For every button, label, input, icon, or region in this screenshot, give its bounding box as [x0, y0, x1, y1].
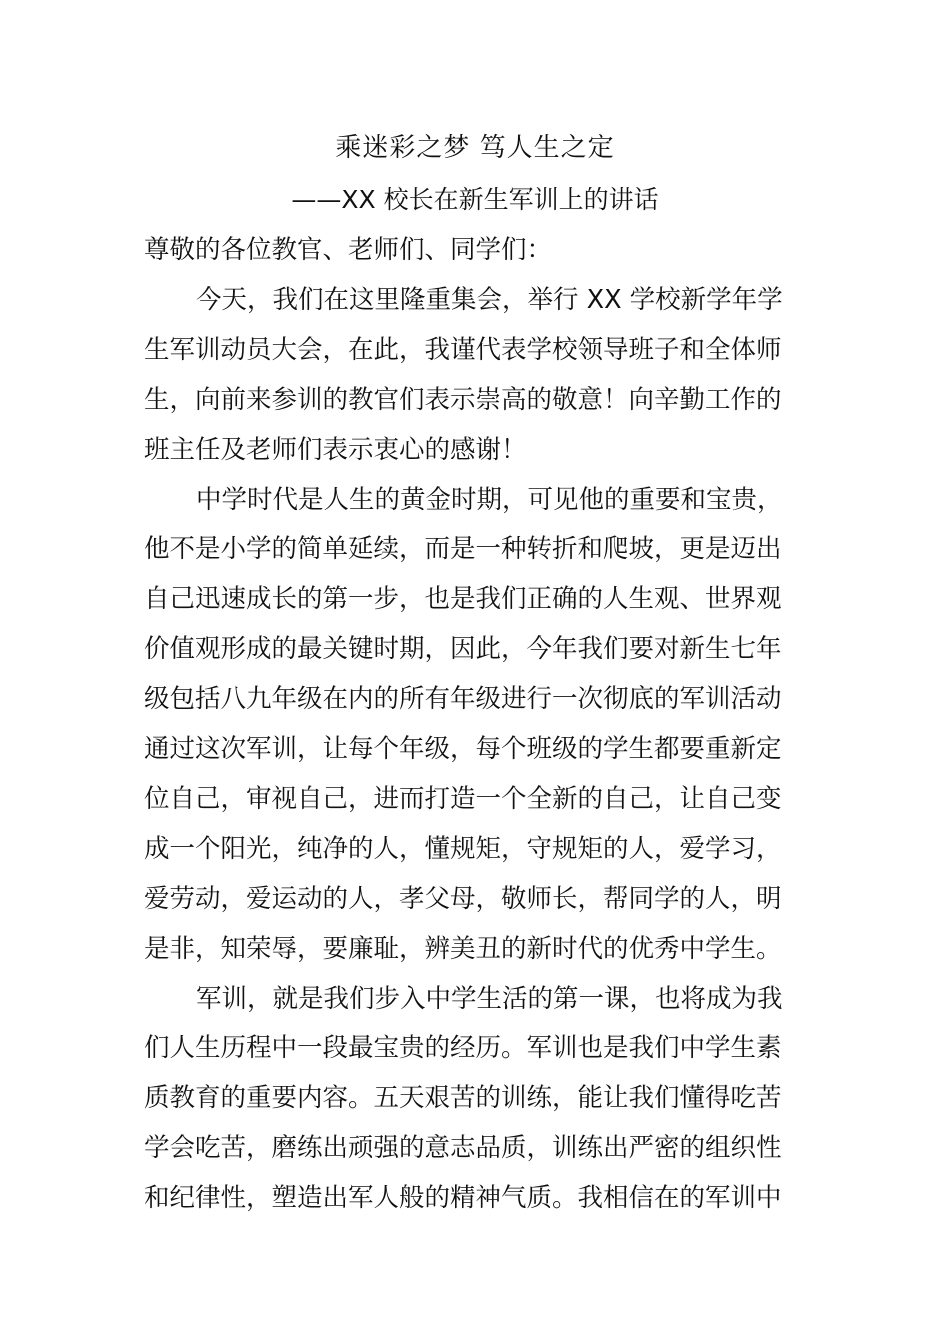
- document-subtitle: ——XX 校长在新生军训上的讲话: [291, 185, 659, 214]
- body-text-line: 价值观形成的最关键时期，因此，今年我们要对新生七年: [144, 634, 782, 665]
- body-text-line: 位自己，审视自己，进而打造一个全新的自己，让自己变: [144, 783, 782, 814]
- body-text-line: 学会吃苦，磨练出顽强的意志品质，训练出严密的组织性: [144, 1133, 782, 1164]
- body-text-line: 级包括八九年级在内的所有年级进行一次彻底的军训活动: [144, 684, 782, 715]
- body-text-line: 中学时代是人生的黄金时期，可见他的重要和宝贵，: [196, 484, 783, 515]
- body-text-line: 们人生历程中一段最宝贵的经历。军训也是我们中学生素: [144, 1033, 782, 1064]
- body-text-line: 军训，就是我们步入中学生活的第一课，也将成为我: [196, 983, 783, 1014]
- body-text-line: 质教育的重要内容。五天艰苦的训练，能让我们懂得吃苦: [144, 1083, 782, 1114]
- body-text-line: 通过这次军训，让每个年级，每个班级的学生都要重新定: [144, 734, 782, 764]
- body-text-line: 自己迅速成长的第一步，也是我们正确的人生观、世界观: [144, 584, 782, 615]
- body-text-line: 他不是小学的简单延续，而是一种转折和爬坡，更是迈出: [144, 534, 782, 565]
- body-text-line: 爱劳动，爱运动的人，孝父母，敬师长，帮同学的人，明: [144, 883, 782, 914]
- body-text-line: 和纪律性，塑造出军人般的精神气质。我相信在的军训中: [144, 1183, 782, 1214]
- body-text-line: 今天，我们在这里隆重集会，举行 XX 学校新学年学: [196, 284, 783, 315]
- body-text-line: 生军训动员大会，在此，我谨代表学校领导班子和全体师: [144, 334, 782, 365]
- body-text-line: 生，向前来参训的教官们表示崇高的敬意！向辛勤工作的: [144, 384, 782, 415]
- body-text-line: 班主任及老师们表示衷心的感谢！: [144, 434, 527, 465]
- body-text-line: 成一个阳光，纯净的人，懂规矩，守规矩的人，爱学习，: [144, 833, 782, 864]
- body-text-line: 尊敬的各位教官、老师们、同学们：: [144, 235, 553, 265]
- body-text-line: 是非，知荣辱，要廉耻，辨美丑的新时代的优秀中学生。: [144, 933, 782, 964]
- document-title: 乘迷彩之梦 笃人生之定: [335, 133, 615, 163]
